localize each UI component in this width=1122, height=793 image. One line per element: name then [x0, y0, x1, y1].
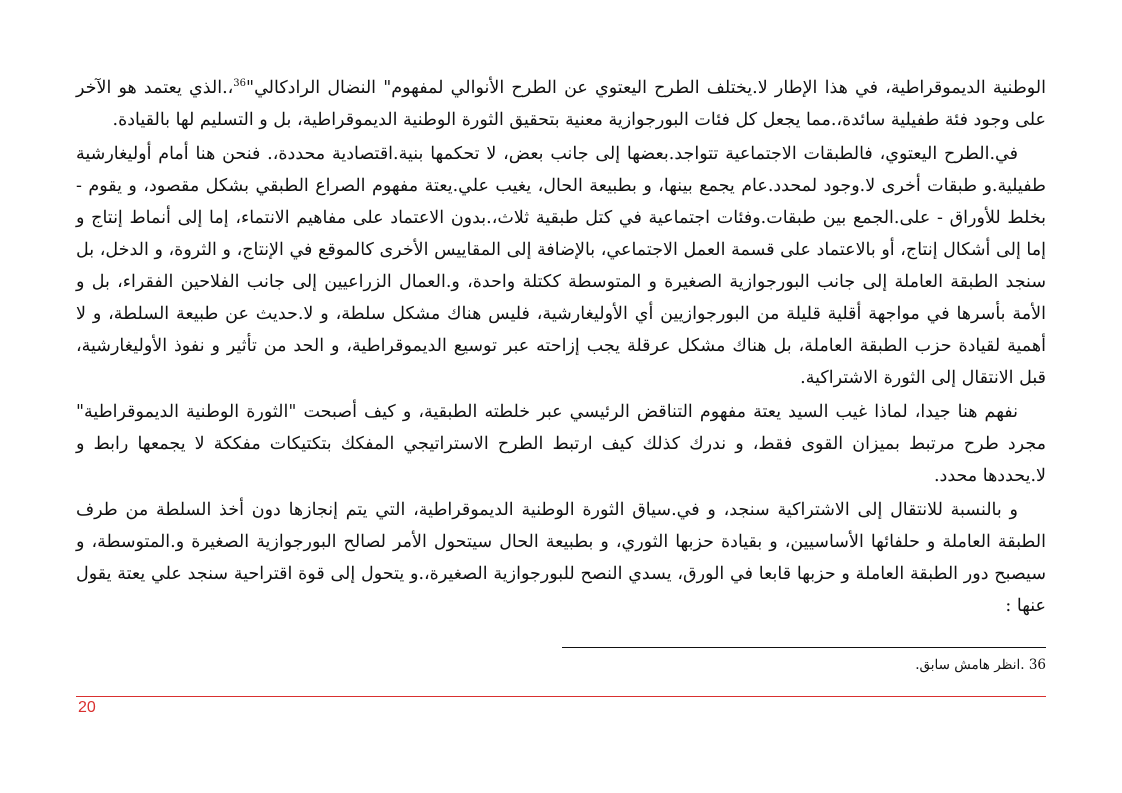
- paragraph-3: نفهم هنا جيدا، لماذا غيب السيد يعتة مفهوم التناقض الرئيسي عبر خلطته الطبقية، و كيف أصبحت "الثورة الوطنية الديموقراطية" مجرد طرح مرتبط بميزان القوى فقط، و ندرك كذلك كيف ارتبط الطرح الاستراتيجي المفكك بتكتيكات مفككة لا يجمعها رابط و لا.يحددها محدد.: [76, 402, 1046, 486]
- page-body: [76, 72, 1046, 622]
- footnote-separator: [562, 647, 1046, 648]
- page-number: 20: [78, 699, 96, 716]
- paragraph-4: و بالنسبة للانتقال إلى الاشتراكية سنجد، و في.سياق الثورة الوطنية الديموقراطية، التي يتم إنجازها دون أخذ السلطة من طرف الطبقة العاملة و حلفائها الأساسيين، و بقيادة حزبها الثوري، و بطبيعة الحال سيتحول الأمر لصالح البورجوازية الصغيرة و.المتوسطة، و سيصبح دور الطبقة العاملة و حزبها قابعا في الورق، يسدي النصح للبورجوازية الصغيرة،.و يتحول إلى قوة اقتراحية سنجد علي يعتة يقول عنها :: [76, 500, 1046, 616]
- paragraph-2: في.الطرح اليعتوي، فالطبقات الاجتماعية تتواجد.بعضها إلى جانب بعض، لا تحكمها بنية.اقتصادية محددة،. فنحن هنا أمام أوليغارشية طفيلية.و طبقات أخرى لا.وجود لمحدد.عام يجمع بينها، و بطبيعة الحال، يغيب علي.يعتة مفهوم الصراع الطبقي بشكل مقصود، و يقوم - بخلط للأوراق - على.الجمع بين طبقات.وفئات اجتماعية في كتل طبقية ثلاث،.بدون الاعتماد على مفاهيم الانتماء، إما إلى أنماط إنتاج و إما إلى أشكال إنتاج، أو بالاعتماد على قسمة العمل الاجتماعي، بالإضافة إلى المقاييس الأخرى كالموقع في الإنتاج، و الثروة، و الدخل، بل سنجد الطبقة العاملة إلى جانب البورجوازية الصغيرة و المتوسطة ككتلة واحدة، و.العمال الزراعيين إلى جانب الفلاحين الفقراء، بل و الأمة بأسرها في مواجهة أقلية قليلة من البورجوازيين أي الأوليغارشية، فليس هناك مشكل سلطة، و لا.حديث عن طبيعة السلطة، و لا أهمية لقيادة حزب الطبقة العاملة، بل هناك مشكل عرقلة يجب إزاحته عبر توسيع الديموقراطية، و الحد من تأثير و نفوذ الأوليغارشية، قبل الانتقال إلى الثورة الاشتراكية.: [76, 144, 1046, 388]
- paragraph-1-text-end: ،.الذي يعتمد هو الآخر على وجود فئة طفيلية سائدة،.مما يجعل كل فئات البورجوازية معنية بتحقيق الثورة الوطنية الديموقراطية، بل و التسليم لها بالقيادة.: [76, 78, 1046, 130]
- paragraph-1-text-start: الوطنية الديموقراطية، في هذا الإطار لا.يختلف الطرح اليعتوي عن الطرح الأنوالي لمفهوم" النضال الرادكالي": [246, 78, 1046, 98]
- footnote-reference-36[interactable]: 36: [233, 78, 247, 90]
- paragraph-1: [76, 72, 1046, 136]
- footer-rule: [76, 696, 1046, 697]
- footnote-36: 36 .انظر هامش سابق.: [915, 657, 1046, 673]
